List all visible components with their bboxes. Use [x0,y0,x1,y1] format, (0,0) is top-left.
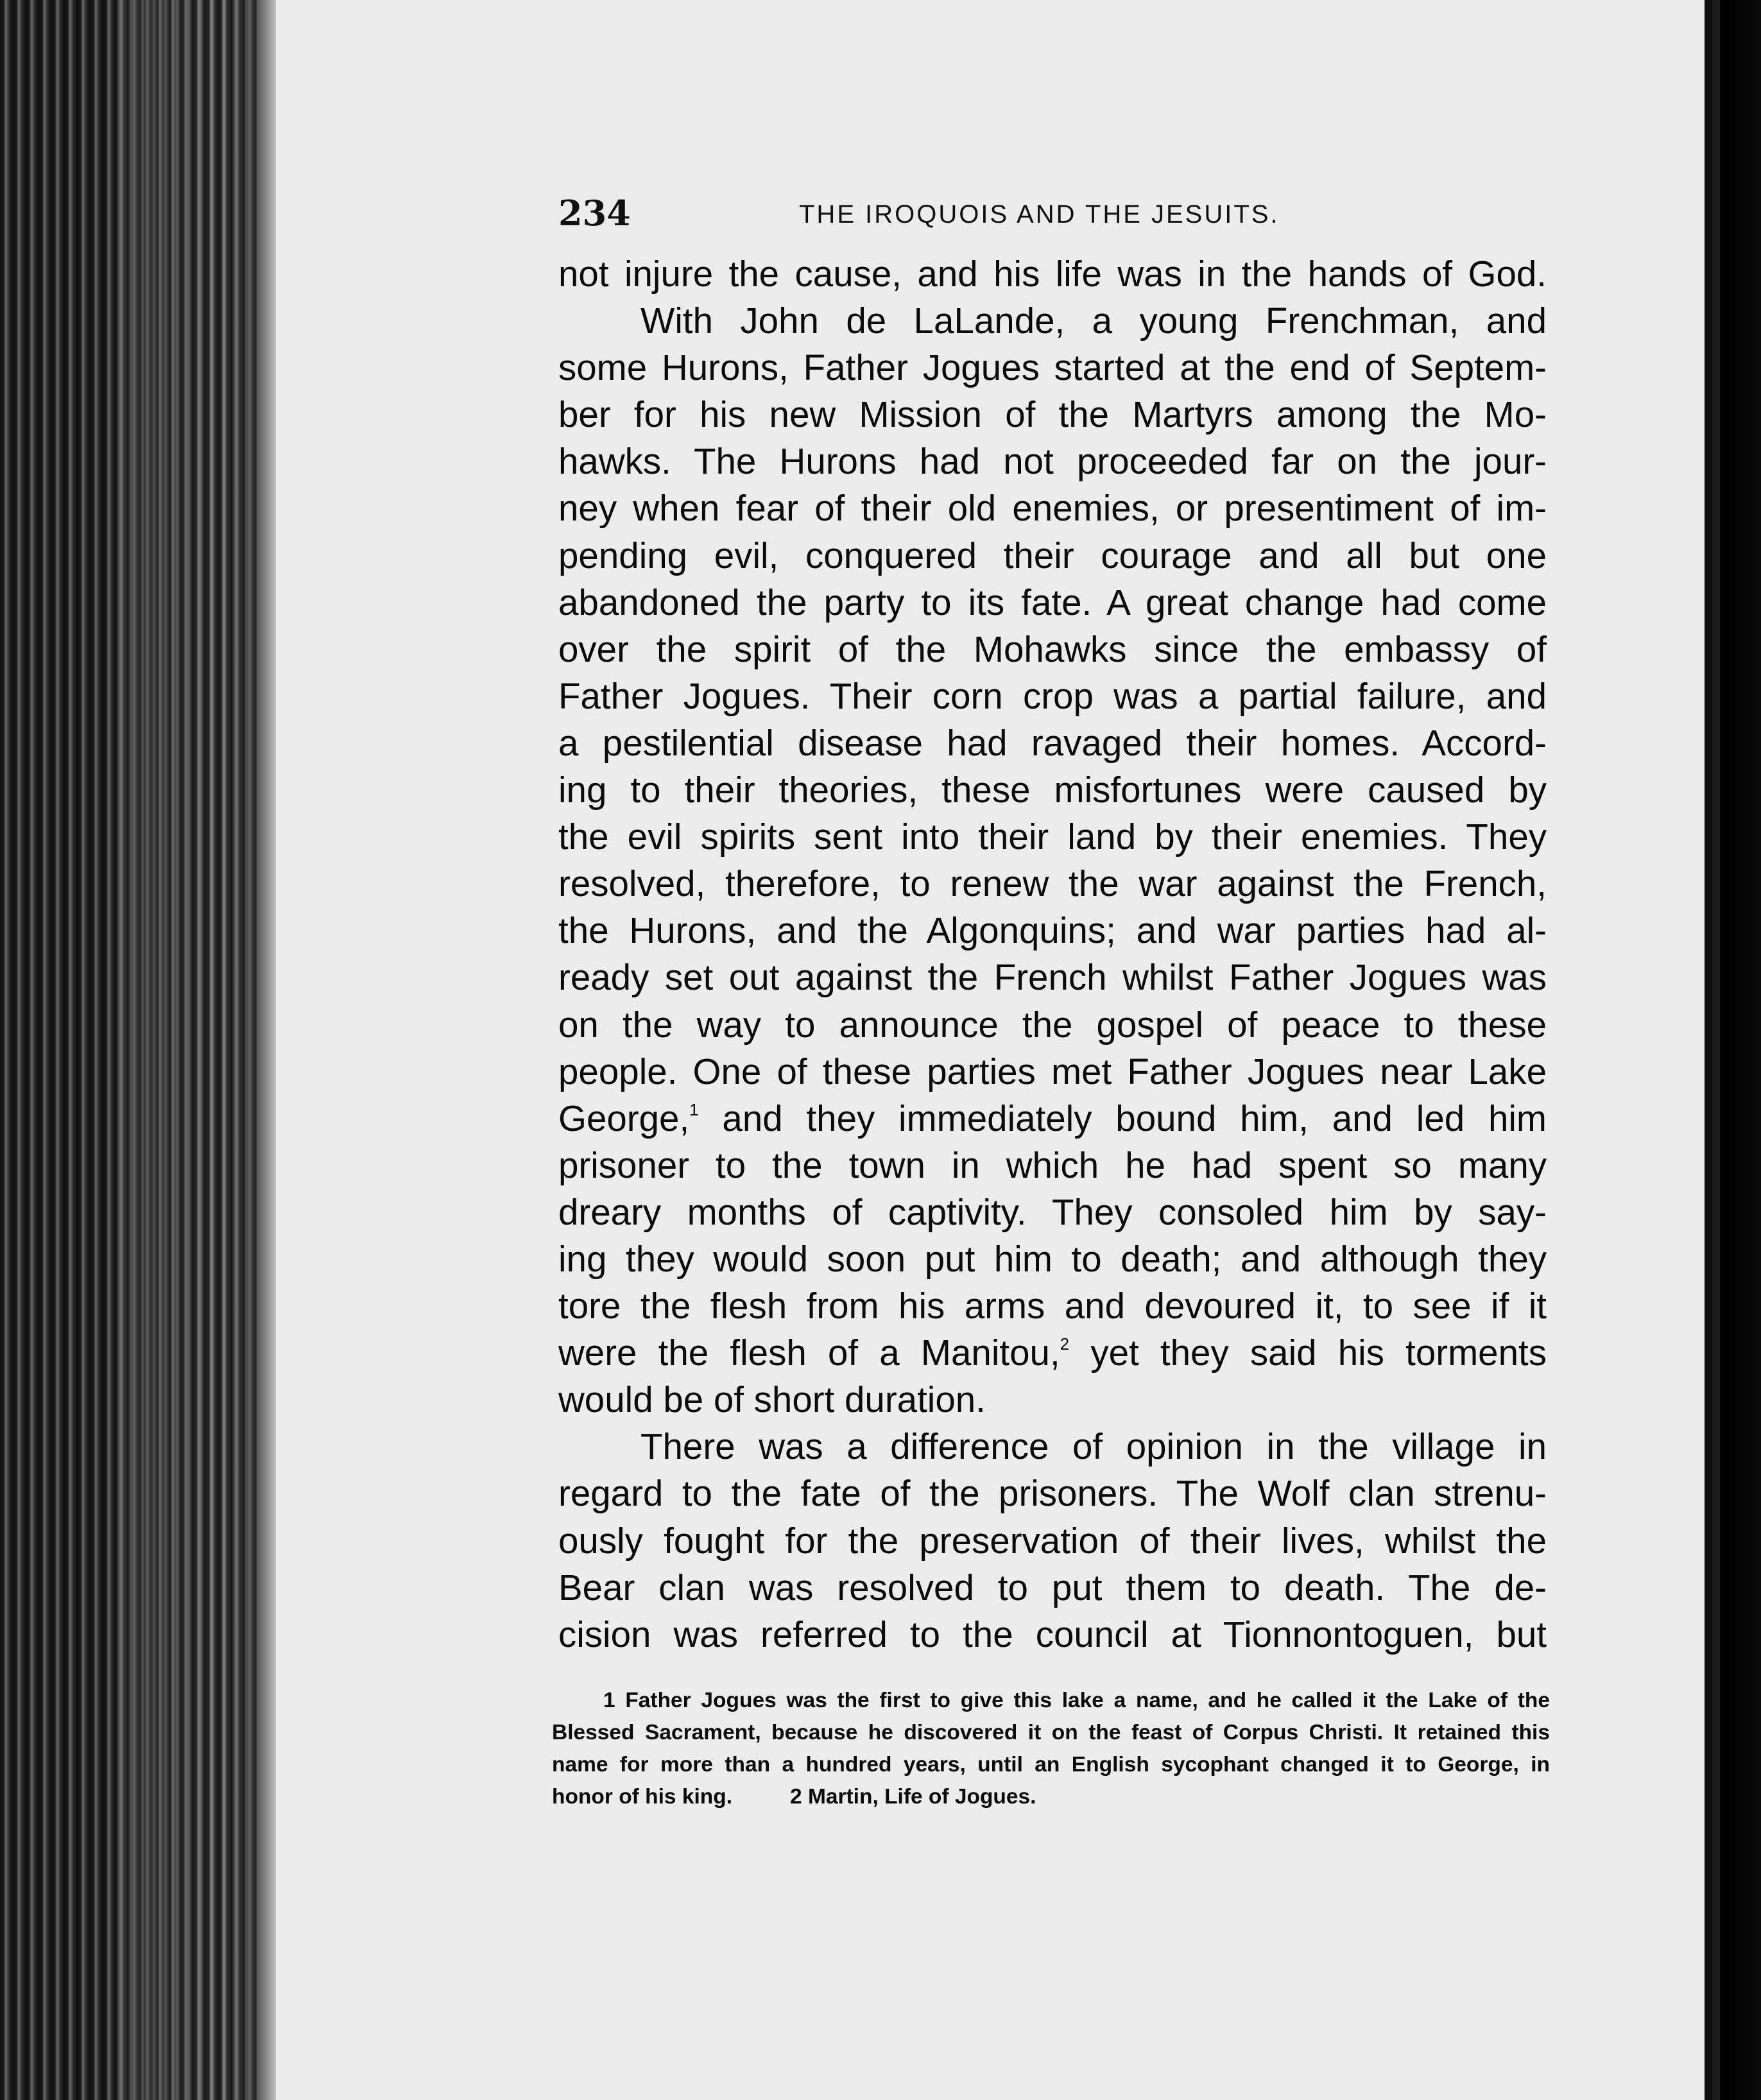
text-line: the Hurons, and the Algonquins; and war parties had al- [558,910,1547,951]
footnote-line: Blessed Sacrament, because he discovered it on the feast of Corpus Christi. It retained this [552,1721,1550,1744]
text-line: on the way to announce the gospel of peace to these [558,1004,1547,1045]
text-line: pending evil, conquered their courage and all but one [558,535,1547,576]
footnote-line-last [552,1781,1550,1813]
text-line: tore the flesh from his arms and devoured it, to see if it [558,1286,1547,1327]
footnote-line: name for more than a hundred years, until an English sycophant changed it to George, in [552,1753,1550,1777]
footnotes [552,1685,1550,1813]
text-line: resolved, therefore, to renew the war against the French, [558,863,1547,904]
text-line: ber for his new Mission of the Martyrs among the Mo- [558,394,1547,435]
page-number: 234 [558,193,631,234]
footnote-marker-2: 2 [1060,1334,1070,1354]
running-head: THE IROQUOIS AND THE JESUITS. [799,200,1280,228]
text-line: prisoner to the town in which he had spent so many [558,1144,1547,1185]
text-line: cision was referred to the council at Tionnontoguen, but [558,1614,1547,1655]
text-line: Father Jogues. Their corn crop was a partial failure, and [558,675,1547,716]
text-line-with-footnote-2 [558,1329,1547,1376]
text-line: ney when fear of their old enemies, or presentiment of im- [558,488,1547,529]
text-line: some Hurons, Father Jogues started at the end of Septem- [558,347,1547,388]
text-line: Bear clan was resolved to put them to death. The de- [558,1567,1547,1608]
text-line: regard to the fate of the prisoners. The Wolf clan strenu- [558,1473,1547,1514]
text-line: over the spirit of the Mohawks since the embassy of [558,628,1547,669]
text-line: ready set out against the French whilst Father Jogues was [558,957,1547,998]
text-line: a pestilential disease had ravaged their homes. Accord- [558,722,1547,763]
footnote-line: 1 Father Jogues was the first to give this lake a name, and he called it the Lake of the [603,1689,1550,1712]
text-line: ing they would soon put him to death; and although they [558,1238,1547,1279]
text-line-with-footnote-1 [558,1095,1547,1142]
text-fragment: were the flesh of a Manitou, [558,1332,1060,1373]
text-line: abandoned the party to its fate. A great change had come [558,581,1547,623]
text-fragment: yet they said his torments [1069,1332,1547,1373]
footnote-marker-1: 1 [689,1099,699,1119]
text-line: people. One of these parties met Father Jogues near Lake [558,1051,1547,1092]
text-fragment: George, [558,1097,690,1139]
text-line: ously fought for the preservation of their lives, whilst the [558,1520,1547,1561]
text-line: ing to their theories, these misfortunes were caused by [558,770,1547,811]
text-line: the evil spirits sent into their land by their enemies. They [558,816,1547,857]
text-line: would be of short duration. [558,1379,986,1420]
text-line: With John de LaLande, a young Frenchman, and [640,300,1547,341]
page-header [558,186,1547,244]
book-page-edges [0,0,276,2100]
text-fragment: and they immediately bound him, and led him [698,1097,1547,1139]
footnote-2: 2 Martin, Life of Jogues. [790,1785,1036,1809]
body-text [558,250,1547,1658]
text-line: dreary months of captivity. They consoled him by say- [558,1191,1547,1232]
text-line: hawks. The Hurons had not proceeded far on the jour- [558,441,1547,482]
text-line: not injure the cause, and his life was in the hands of God. [558,254,1547,294]
footnote-fragment: honor of his king. [552,1785,733,1809]
text-line: There was a difference of opinion in the village in [640,1426,1547,1467]
scan-right-edge-line [1712,0,1720,2100]
